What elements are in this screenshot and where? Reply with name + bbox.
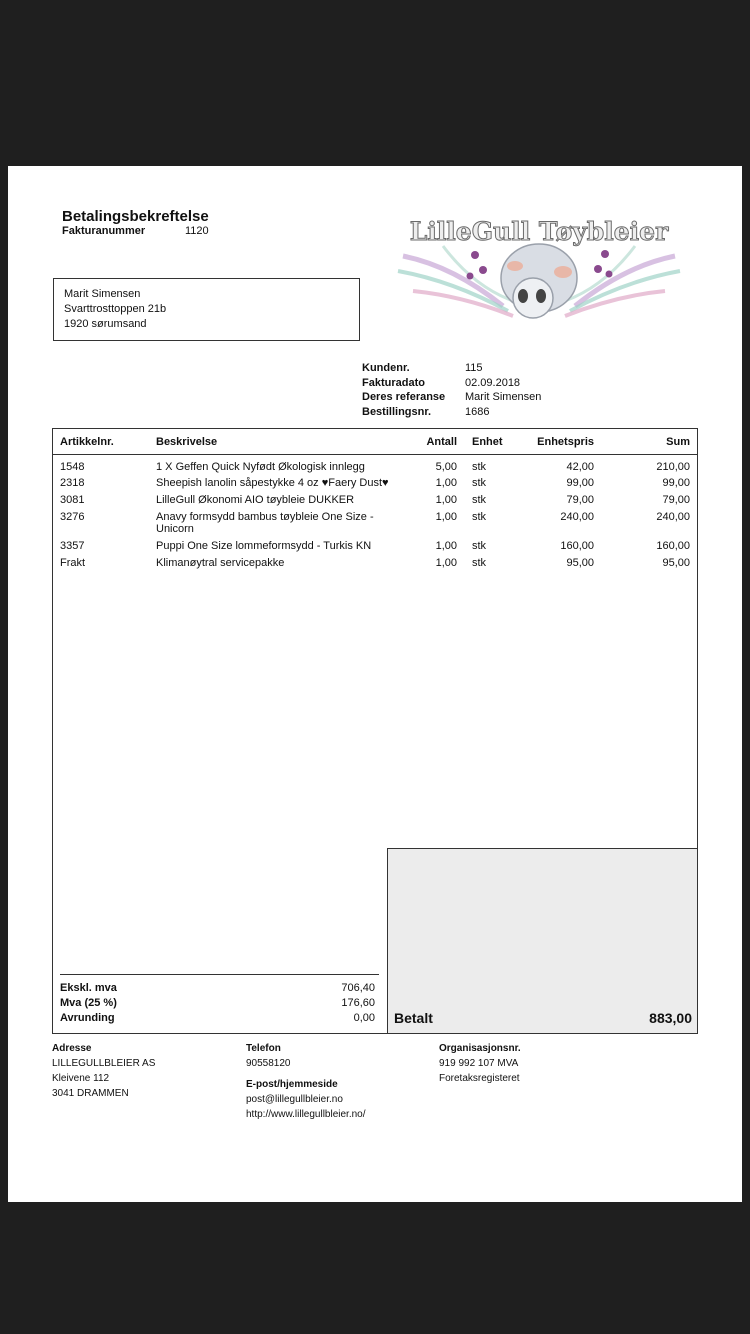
address-line: Kleivene 112	[52, 1073, 110, 1084]
rounding-amount: 0,00	[353, 1012, 375, 1024]
cell-quantity: 1,00	[435, 494, 457, 506]
customer-name: Marit Simensen	[64, 288, 141, 300]
cell-sum: 240,00	[656, 511, 690, 523]
totals-divider	[60, 974, 379, 975]
header-unit: Enhet	[472, 436, 503, 448]
invoice-number-label: Fakturanummer	[62, 225, 146, 237]
website-link[interactable]: http://www.lillegullbleier.no/	[246, 1109, 366, 1120]
cell-description: LilleGull Økonomi AIO tøybleie DUKKER	[156, 494, 355, 506]
cell-unit: stk	[472, 540, 487, 552]
payment-total-box	[387, 848, 698, 1034]
customer-address-box	[53, 278, 360, 341]
cell-unit: stk	[472, 557, 487, 569]
meta-label-reference: Deres referanse	[362, 391, 446, 403]
cell-unit: stk	[472, 511, 487, 523]
cell-unit-price: 240,00	[560, 511, 594, 523]
vat-label: Mva (25 %)	[60, 997, 117, 1009]
header-sum: Sum	[666, 436, 690, 448]
cell-sum: 79,00	[662, 494, 690, 506]
items-table-header	[53, 429, 697, 455]
cell-quantity: 1,00	[435, 540, 457, 552]
cell-unit-price: 42,00	[566, 461, 594, 473]
meta-label-customer-number: Kundenr.	[362, 362, 410, 374]
address-label: Adresse	[52, 1043, 92, 1054]
logo-text: LilleGull Tøybleier	[409, 217, 669, 246]
company-logo	[383, 206, 695, 331]
cell-sum: 99,00	[662, 477, 690, 489]
cell-description: 1 X Geffen Quick Nyfødt Økologisk innlegg	[156, 461, 365, 473]
cell-sum: 160,00	[656, 540, 690, 552]
vat-amount: 176,60	[341, 997, 375, 1009]
phone-label: Telefon	[246, 1043, 281, 1054]
header-description: Beskrivelse	[156, 436, 218, 448]
org-number-label: Organisasjonsnr.	[439, 1043, 521, 1054]
excl-vat-label: Ekskl. mva	[60, 982, 117, 994]
invoice-number: 1120	[185, 225, 209, 237]
cell-article: 3276	[60, 511, 85, 523]
customer-street: Svarttrosttoppen 21b	[64, 303, 167, 315]
paid-amount: 883,00	[649, 1010, 692, 1026]
cell-quantity: 1,00	[435, 557, 457, 569]
org-number: 919 992 107 MVA	[439, 1058, 519, 1069]
cell-article: Frakt	[60, 557, 86, 569]
meta-value-reference: Marit Simensen	[465, 391, 542, 403]
paid-label: Betalt	[394, 1010, 433, 1026]
cell-sum: 95,00	[662, 557, 690, 569]
document-title: Betalingsbekreftelse	[62, 208, 209, 225]
footer-organization	[439, 1041, 521, 1086]
meta-value-customer-number: 115	[465, 362, 483, 374]
cell-description: Klimanøytral servicepakke	[156, 557, 285, 569]
invoice-page	[8, 166, 742, 1202]
cell-quantity: 1,00	[435, 511, 457, 523]
cell-unit-price: 79,00	[566, 494, 594, 506]
header-quantity: Antall	[426, 436, 457, 448]
address-line: 3041 DRAMMEN	[52, 1088, 129, 1099]
cell-article: 3081	[60, 494, 85, 506]
email-link[interactable]: post@lillegullbleier.no	[246, 1094, 343, 1105]
cell-article: 2318	[60, 477, 85, 489]
cell-unit: stk	[472, 494, 487, 506]
cell-sum: 210,00	[656, 461, 690, 473]
cell-unit: stk	[472, 477, 487, 489]
cell-quantity: 5,00	[435, 461, 457, 473]
cell-unit-price: 160,00	[560, 540, 594, 552]
registry-name: Foretaksregisteret	[439, 1073, 520, 1084]
footer-address	[52, 1041, 155, 1101]
address-line: LILLEGULLBLEIER AS	[52, 1058, 156, 1069]
meta-value-invoice-date: 02.09.2018	[465, 377, 521, 389]
cell-description: Puppi One Size lommeformsydd - Turkis KN	[156, 540, 372, 552]
meta-label-order-number: Bestillingsnr.	[362, 406, 432, 418]
cell-unit: stk	[472, 461, 487, 473]
cell-unit-price: 95,00	[566, 557, 594, 569]
rounding-label: Avrunding	[60, 1012, 115, 1024]
header-unit-price: Enhetspris	[537, 436, 594, 448]
cell-article: 3357	[60, 540, 85, 552]
excl-vat-amount: 706,40	[341, 982, 375, 994]
cell-article: 1548	[60, 461, 85, 473]
meta-label-invoice-date: Fakturadato	[362, 377, 425, 389]
header-article: Artikkelnr.	[60, 436, 114, 448]
cell-unit-price: 99,00	[566, 477, 594, 489]
cell-quantity: 1,00	[435, 477, 457, 489]
phone-number: 90558120	[246, 1058, 291, 1069]
cell-description: Sheepish lanolin såpestykke 4 oz ♥Faery Dust♥	[156, 477, 389, 489]
footer-contact	[246, 1041, 366, 1122]
baby-elephant-illustration	[501, 244, 577, 318]
web-label: E-post/hjemmeside	[246, 1079, 338, 1090]
customer-postal: 1920 sørumsand	[64, 318, 147, 330]
cell-description: Anavy formsydd bambus tøybleie One Size - Unicorn	[156, 511, 374, 535]
meta-value-order-number: 1686	[465, 406, 490, 418]
